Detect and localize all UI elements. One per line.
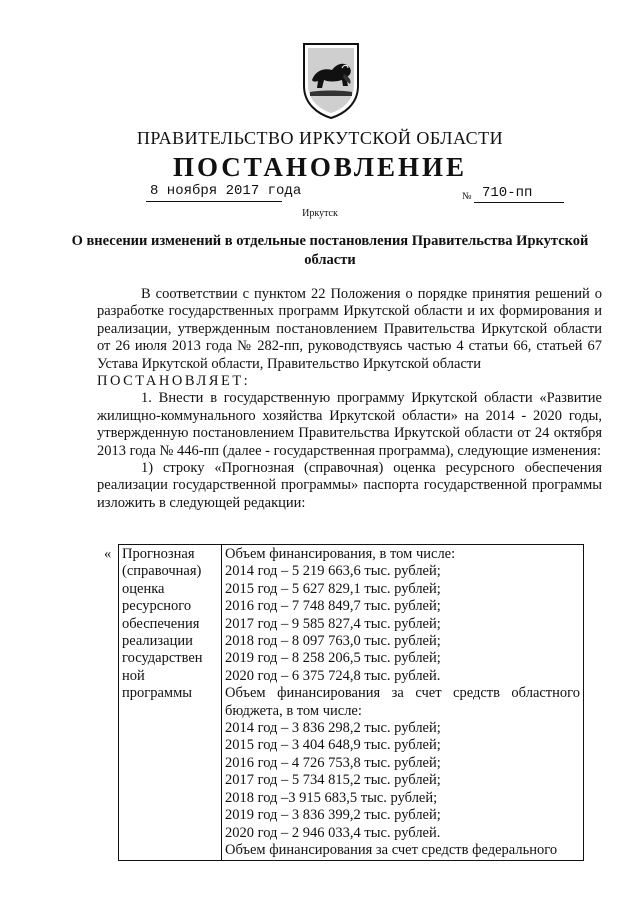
table-label-line: оценка: [122, 580, 165, 597]
resource-table: [118, 544, 584, 861]
resolves-heading: ПОСТАНОВЛЯЕТ:: [97, 373, 251, 390]
table-value-line: 2018 год – 8 097 763,0 тыс. рублей;: [225, 633, 441, 650]
document-body: [97, 286, 602, 512]
document-type: ПОСТАНОВЛЕНИЕ: [172, 152, 468, 182]
preamble-paragraph: В соответствии с пунктом 22 Положения о порядке принятия решений о разработке государственных программ Иркутской области и их формирования и реализации, утвержденным постановлением Правительства Иркутской области от 26 июля 2013 года № 282-пп, руководствуясь частью 4 статьи 66, статьей 67 Устава Иркутской области, Правительство Иркутской области: [97, 286, 602, 372]
table-value-line: 2014 год – 3 836 298,2 тыс. рублей;: [225, 720, 441, 737]
table-label-line: программы: [122, 685, 192, 702]
table-value-line: 2015 год – 5 627 829,1 тыс. рублей;: [225, 580, 441, 597]
city: Иркутск: [302, 208, 338, 219]
date-underline: [146, 201, 282, 202]
table-row: [119, 545, 584, 861]
table-value-line: Объем финансирования за счет средств федерального: [225, 841, 558, 858]
table-label-line: реализации: [122, 633, 193, 650]
table-value-line: 2015 год – 3 404 648,9 тыс. рублей;: [225, 737, 441, 754]
document-title: О внесении изменений в отдельные постановления Правительства Иркутской области: [71, 233, 589, 268]
table-value-line: Объем финансирования, в том числе:: [225, 546, 456, 562]
table-value-line: Объем финансирования за счет средств областного бюджета, в том числе:: [225, 685, 580, 719]
opening-quote: «: [104, 546, 112, 562]
table-value-line: 2020 год – 2 946 033,4 тыс. рублей.: [225, 824, 441, 841]
item-1-paragraph: 1. Внести в государственную программу Иркутской области «Развитие жилищно-коммунального хозяйства Иркутской области» на 2014 - 2020 годы, утвержденную постановлением Правительства Иркутской области от 24 октября 2013 года № 446-пп (далее - государственная программа), следующие изменения:: [97, 390, 602, 459]
table-value-line: 2014 год – 5 219 663,6 тыс. рублей;: [225, 563, 441, 580]
table-value-line: 2019 год – 8 258 206,5 тыс. рублей;: [225, 650, 441, 667]
table-value-line: 2019 год – 3 836 399,2 тыс. рублей;: [225, 807, 441, 824]
number-sign: №: [462, 191, 472, 202]
table-label-line: (справочная): [122, 563, 202, 580]
item-1-1-paragraph: 1) строку «Прогнозная (справочная) оценка ресурсного обеспечения реализации государственной программы» паспорта государственной программы изложить в следующей редакции:: [97, 460, 602, 511]
table-value-line: 2020 год – 6 375 724,8 тыс. рублей.: [225, 667, 441, 684]
table-cell-label: [119, 545, 222, 861]
table-label-line: ной: [122, 667, 145, 684]
table-label-line: обеспечения: [122, 615, 200, 632]
table-value-line: 2018 год –3 915 683,5 тыс. рублей;: [225, 789, 438, 806]
table-value-line: 2016 год – 4 726 753,8 тыс. рублей;: [225, 754, 441, 771]
table-label-line: государствен: [122, 650, 203, 667]
government-name: ПРАВИТЕЛЬСТВО ИРКУТСКОЙ ОБЛАСТИ: [136, 128, 504, 148]
number-underline: [474, 202, 564, 203]
table-value-line: 2016 год – 7 748 849,7 тыс. рублей;: [225, 598, 441, 615]
table-cell-values: [222, 545, 584, 861]
coat-of-arms-emblem: [298, 40, 364, 120]
document-number: 710-пп: [482, 185, 533, 201]
table-value-line: 2017 год – 5 734 815,2 тыс. рублей;: [225, 772, 441, 789]
table-label-line: ресурсного: [122, 598, 192, 615]
document-date: 8 ноября 2017 года: [150, 183, 302, 199]
table-label-line: Прогнозная: [122, 546, 195, 562]
table-value-line: 2017 год – 9 585 827,4 тыс. рублей;: [225, 615, 441, 632]
